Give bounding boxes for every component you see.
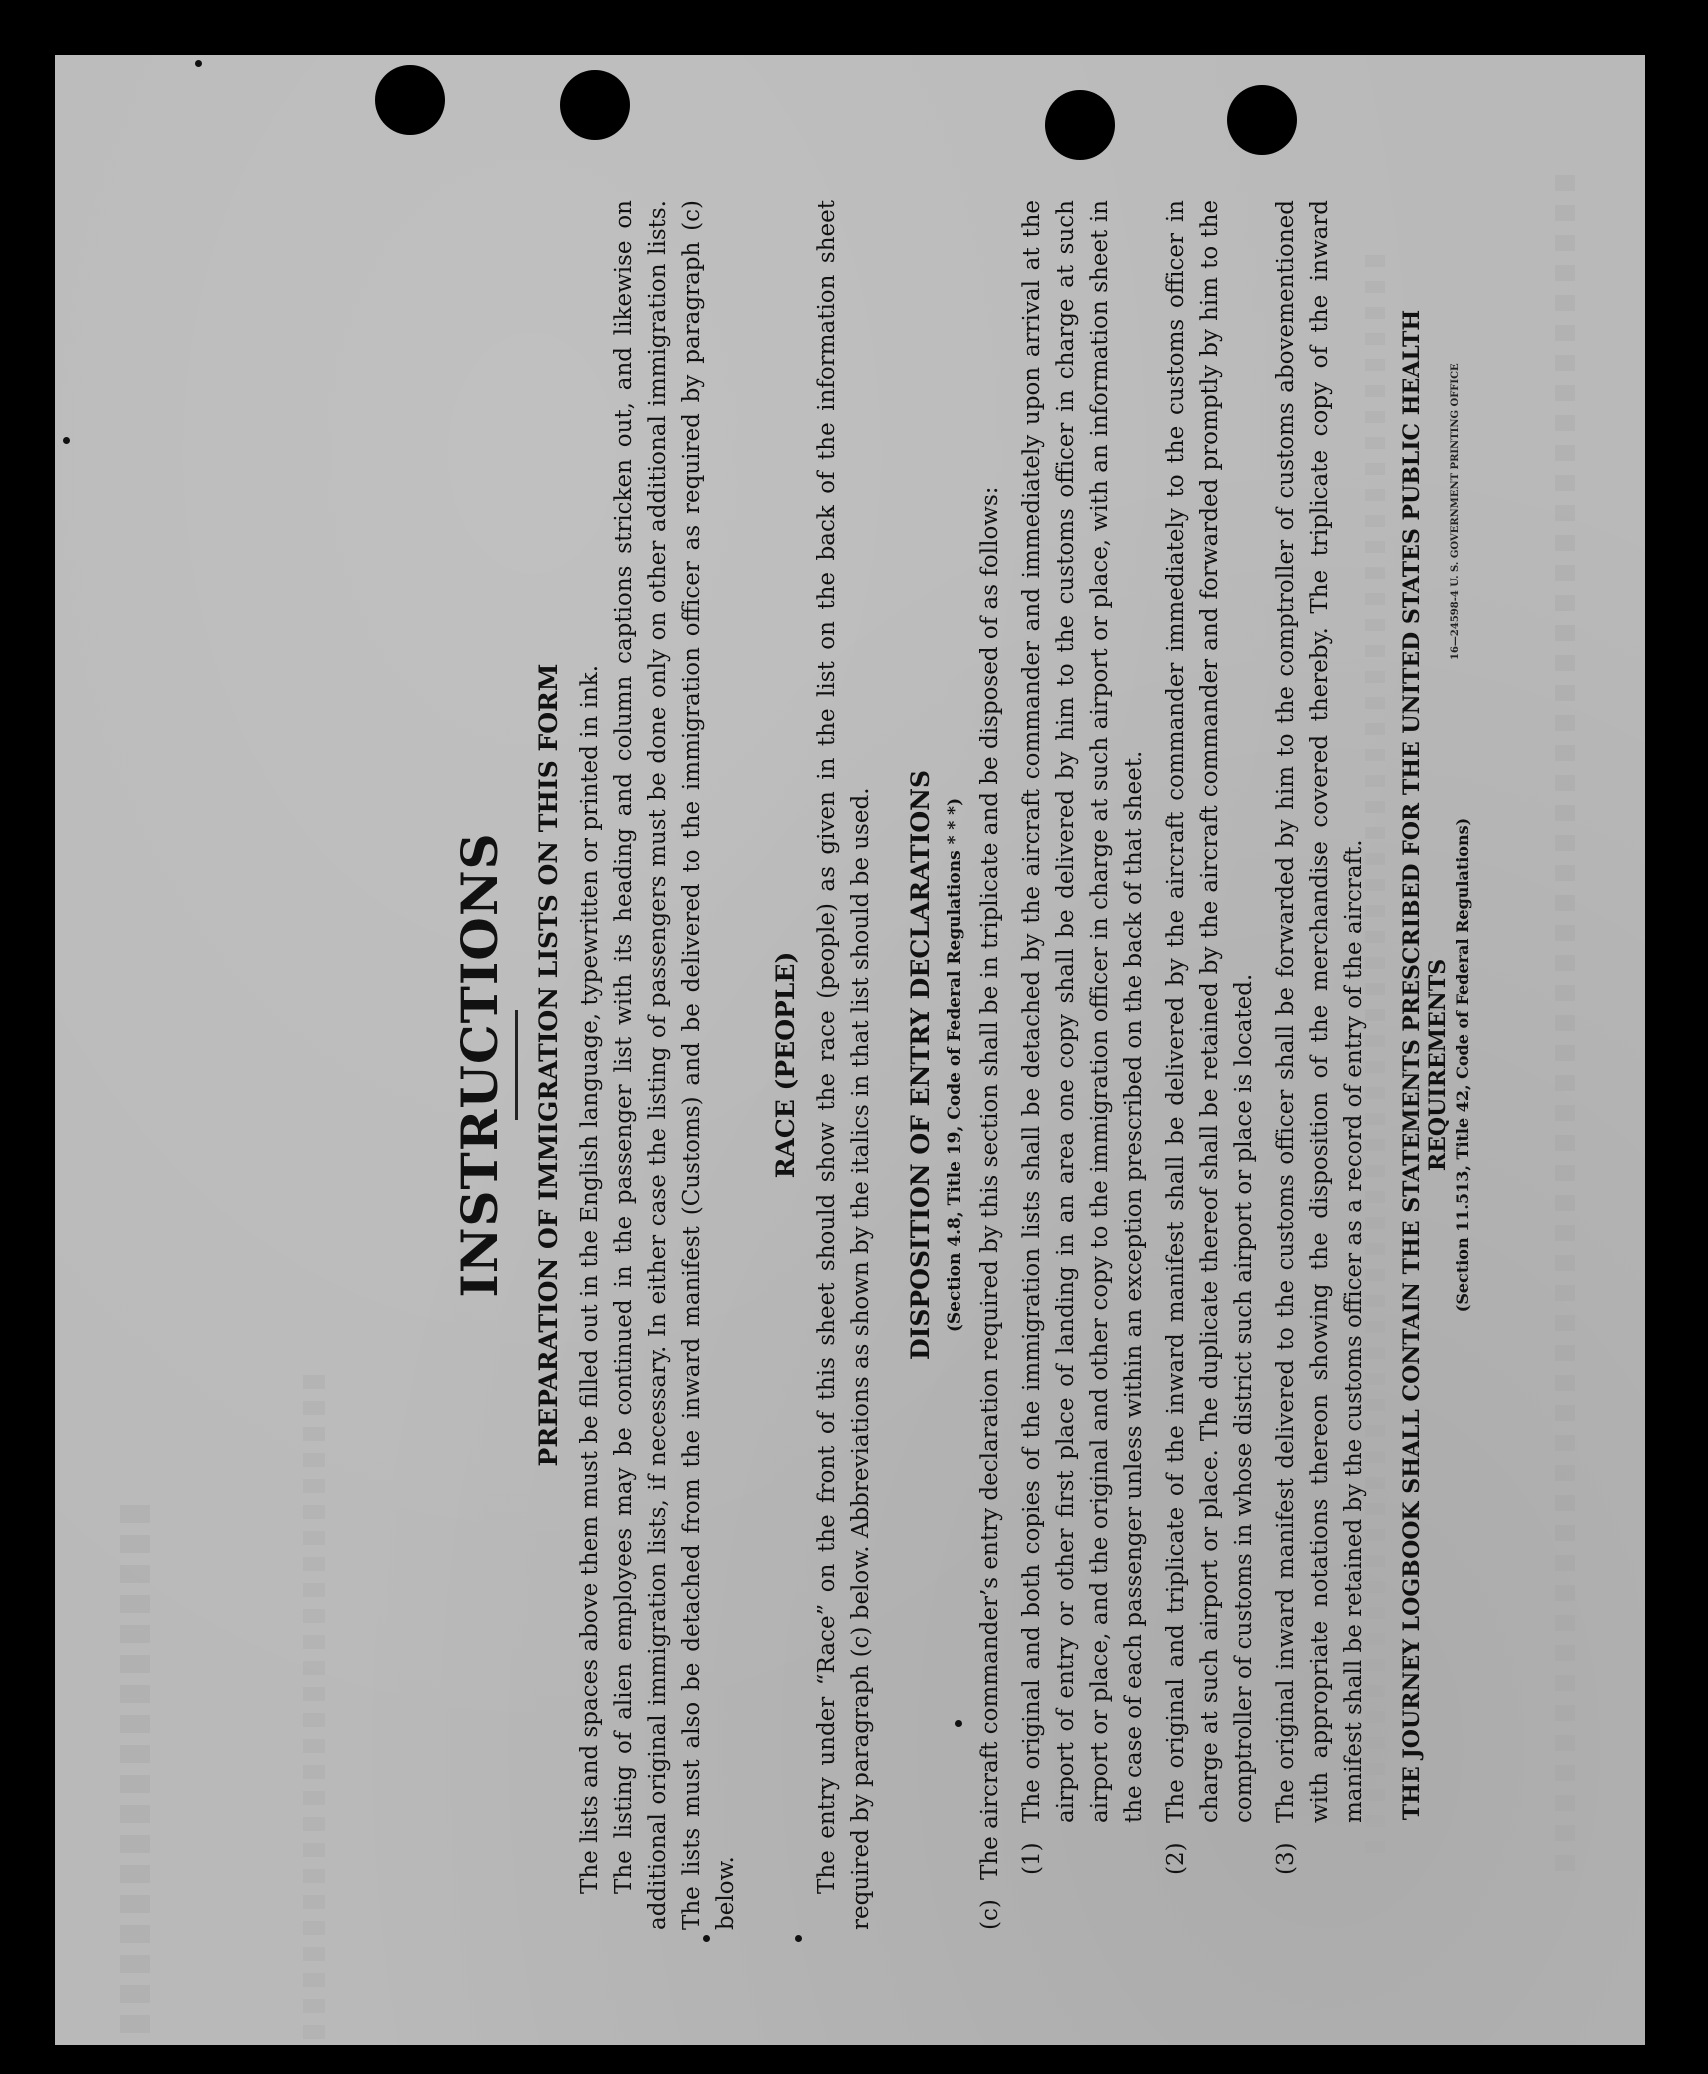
list-item [1269, 200, 1371, 1875]
item-text: The original inward manifest delivered to the customs officer shall be forwarded by him to the comptroller of customs abovementioned with appropriate notations thereon showing the disposition of the merchandise covered thereby. The triplicate copy of the inward manifest shall be retained by the customs officer as a record of entry of the aircraft. [1273, 200, 1367, 1823]
punch-hole [560, 70, 630, 140]
speck [63, 437, 70, 444]
bleed-through [303, 1375, 325, 2045]
printer-mark: 16—24598-4 U. S. GOVERNMENT PRINTING OFFICE [1450, 363, 1461, 660]
paragraph: The lists and spaces above them must be filled out in the English language, typewritten or printed in ink. [577, 664, 603, 1894]
punch-hole [1045, 90, 1115, 160]
section-heading-race: RACE (PEOPLE) [771, 951, 800, 1179]
logbook-requirement: THE JOURNEY LOGBOOK SHALL CONTAIN THE STATEMENTS PRESCRIBED FOR THE UNITED STATES PUBLIC HEALTH REQUIREMENTS [1399, 309, 1451, 1821]
punch-hole [375, 65, 445, 135]
paragraph-text: The aircraft commander’s entry declaration required by this section shall be in triplicate and be disposed of as follows: [977, 486, 1003, 1880]
item-text: The original and both copies of the immigration lists shall be detached by the aircraft commander and immediately upon arrival at the airport of entry or other first place of landing in an area one copy shall be delivered by him to the customs officer in charge at such airport or place, and the original and other copy to the immigration officer in charge at such airport or place, with an information sheet in the case of each passenger unless within an exception prescribed on the back of that sheet. [1019, 200, 1147, 1823]
instructions-text [450, 200, 1500, 1930]
section-heading-preparation: PREPARATION OF IMMIGRATION LISTS ON THIS FORM [534, 663, 563, 1467]
bleed-through [1555, 175, 1575, 1875]
section-citation: (Section 4.8, Title 19, Code of Federal Regulations * * *) [945, 797, 965, 1333]
item-number: (1) [1019, 1842, 1045, 1875]
item-number: (3) [1273, 1842, 1299, 1875]
paragraph-c [973, 200, 1007, 1930]
title-rule [515, 1010, 518, 1120]
item-text: The original and triplicate of the inward manifest shall be delivered by the aircraft commander immediately to the customs officer in charge at such airport or place. The duplicate thereof shall be retained by the aircraft commander and forwarded promptly by him to the comptroller of customs in whose district such airport or place is located. [1163, 200, 1257, 1823]
speck [795, 1935, 802, 1942]
bleed-through [120, 1505, 150, 2045]
scanned-page [55, 55, 1645, 2045]
item-number: (2) [1163, 1842, 1189, 1875]
list-item [1159, 200, 1261, 1875]
list-item [1015, 200, 1151, 1875]
speck [703, 1935, 710, 1942]
section-heading-disposition: DISPOSITION OF ENTRY DECLARATIONS [906, 769, 935, 1361]
page-title: INSTRUCTIONS [450, 832, 509, 1298]
paragraph-number: (c) [977, 1899, 1003, 1930]
paragraph: The listing of alien employees may be continued in the passenger list with its heading and column captions stricken out, and likewise on additional original immigration lists, if necessary. In either case the listing of passengers must be done only on other additional immigration lists. The lists must also be detached from the inward manifest (Customs) and be delivered to the immigration officer as required by paragraph (c) below. [611, 200, 739, 1930]
speck [195, 60, 202, 67]
punch-hole [1227, 85, 1297, 155]
paragraph: The entry under “Race” on the front of this sheet should show the race (people) as given in the list on the back of the information sheet required by paragraph (c) below. Abbreviations as shown by the italics in that list should be used. [814, 200, 874, 1930]
logbook-citation: (Section 11.513, Title 42, Code of Federal Regulations) [1453, 817, 1472, 1313]
